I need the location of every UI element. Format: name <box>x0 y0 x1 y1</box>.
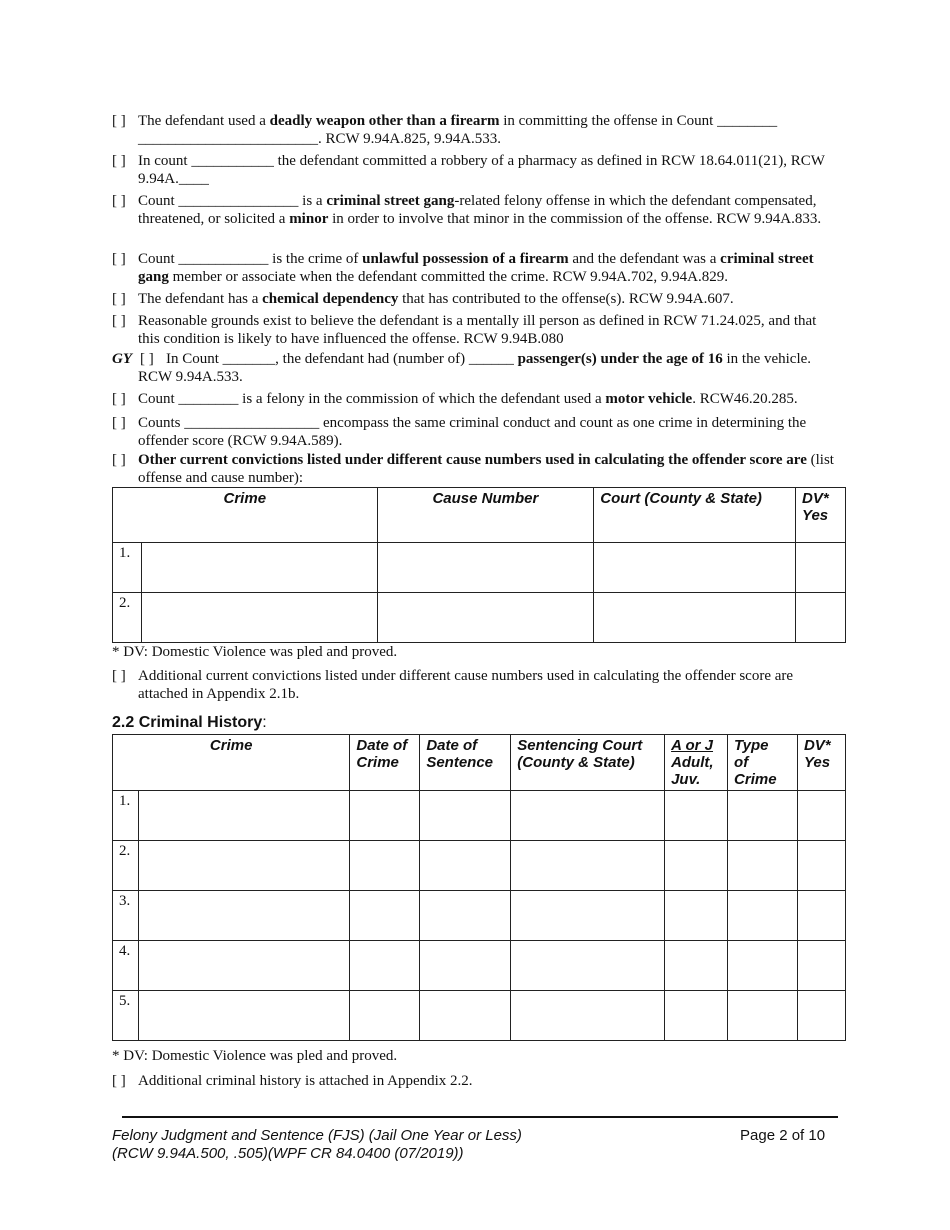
row-number: 3. <box>113 891 139 941</box>
dv-cell[interactable] <box>797 791 845 841</box>
court-cell[interactable] <box>594 543 796 593</box>
checkbox[interactable]: [ ] <box>112 415 126 431</box>
dv-cell[interactable] <box>797 841 845 891</box>
column-header-date-of-sentence: Date of Sentence <box>420 735 511 791</box>
date-of-crime-cell[interactable] <box>350 791 420 841</box>
sentencing-court-cell[interactable] <box>511 791 665 841</box>
sentencing-court-cell[interactable] <box>511 841 665 891</box>
type-cell[interactable] <box>728 991 798 1041</box>
dv-cell[interactable] <box>796 593 846 643</box>
finding-passengers-under-16: GY [ ] In Count _______, the defendant had (number of) ______ passenger(s) under the age of 16 in the vehicle. RCW 9.94A.533. <box>112 351 812 385</box>
dv-footnote: * DV: Domestic Violence was pled and proved. <box>112 644 398 660</box>
appendix-2-1b-option: [ ] Additional current convictions listed under different cause numbers used in calculating the offender score are attached in Appendix 2.1b. <box>112 668 794 702</box>
crime-cell[interactable] <box>138 841 349 891</box>
crime-cell[interactable] <box>141 593 377 643</box>
dv-footnote: * DV: Domestic Violence was pled and proved. <box>112 1048 398 1064</box>
section-heading-criminal-history: 2.2 Criminal History: <box>112 714 267 731</box>
finding-street-gang-minor: [ ] Count ________________ is a criminal street gang-related felony offense in which the defendant compensated, threatened, or solicited a minor in order to involve that minor in the commission of the offense. RCW 9.94A.833. <box>112 193 822 227</box>
column-header-sentencing-court: Sentencing Court (County & State) <box>511 735 665 791</box>
column-header-dv: DV* Yes <box>796 488 846 543</box>
date-of-crime-cell[interactable] <box>350 841 420 891</box>
gy-mark: GY <box>112 351 132 367</box>
court-cell[interactable] <box>594 593 796 643</box>
column-header-adult-juv: A or J Adult, Juv. <box>665 735 728 791</box>
type-cell[interactable] <box>728 791 798 841</box>
crime-cell[interactable] <box>141 543 377 593</box>
cause-cell[interactable] <box>377 593 594 643</box>
type-cell[interactable] <box>728 891 798 941</box>
type-cell[interactable] <box>728 941 798 991</box>
criminal-history-table <box>112 734 846 1041</box>
table-row <box>113 841 846 891</box>
sentencing-court-cell[interactable] <box>511 891 665 941</box>
table-row <box>113 593 846 643</box>
checkbox[interactable]: [ ] <box>112 452 126 468</box>
table-row <box>113 791 846 841</box>
adult-juv-cell[interactable] <box>665 991 728 1041</box>
dv-cell[interactable] <box>797 991 845 1041</box>
adult-juv-cell[interactable] <box>665 791 728 841</box>
footer-divider <box>122 1116 838 1118</box>
row-number: 2. <box>113 841 139 891</box>
row-number: 2. <box>113 593 142 643</box>
checkbox[interactable]: [ ] <box>140 351 154 367</box>
sentencing-court-cell[interactable] <box>511 941 665 991</box>
finding-chemical-dependency: [ ] The defendant has a chemical dependency that has contributed to the offense(s). RCW 9.94A.607. <box>112 291 734 307</box>
finding-deadly-weapon: [ ] The defendant used a deadly weapon other than a firearm in committing the offense in Count ________ ________________________. RCW 9.94A.825, 9.94A.533. <box>112 113 778 147</box>
adult-juv-cell[interactable] <box>665 891 728 941</box>
date-of-crime-cell[interactable] <box>350 891 420 941</box>
row-number: 1. <box>113 543 142 593</box>
table-header-row <box>113 735 846 791</box>
column-header-cause-number: Cause Number <box>377 488 594 543</box>
row-number: 4. <box>113 941 139 991</box>
date-of-sentence-cell[interactable] <box>420 991 511 1041</box>
footer-form-title: Felony Judgment and Sentence (FJS) (Jail One Year or Less) (RCW 9.94A.500, .505)(WPF CR 84.0400 (07/2019)) <box>112 1127 522 1162</box>
checkbox[interactable]: [ ] <box>112 193 126 209</box>
date-of-sentence-cell[interactable] <box>420 791 511 841</box>
checkbox[interactable]: [ ] <box>112 1073 126 1089</box>
finding-motor-vehicle: [ ] Count ________ is a felony in the commission of which the defendant used a motor vehicle. RCW46.20.285. <box>112 391 798 407</box>
sentencing-court-cell[interactable] <box>511 991 665 1041</box>
date-of-sentence-cell[interactable] <box>420 891 511 941</box>
finding-pharmacy-robbery: [ ] In count ___________ the defendant committed a robbery of a pharmacy as defined in RCW 18.64.011(21), RCW 9.94A.____ <box>112 153 825 187</box>
crime-cell[interactable] <box>138 791 349 841</box>
date-of-crime-cell[interactable] <box>350 991 420 1041</box>
adult-juv-cell[interactable] <box>665 841 728 891</box>
date-of-sentence-cell[interactable] <box>420 841 511 891</box>
type-cell[interactable] <box>728 841 798 891</box>
checkbox[interactable]: [ ] <box>112 251 126 267</box>
crime-cell[interactable] <box>138 891 349 941</box>
appendix-2-2-option: [ ] Additional criminal history is attached in Appendix 2.2. <box>112 1073 473 1089</box>
crime-cell[interactable] <box>138 941 349 991</box>
page-number: Page 2 of 10 <box>740 1127 826 1144</box>
checkbox[interactable]: [ ] <box>112 113 126 129</box>
column-header-dv: DV* Yes <box>797 735 845 791</box>
table-header-row <box>113 488 846 543</box>
cause-cell[interactable] <box>377 543 594 593</box>
table-row <box>113 991 846 1041</box>
dv-cell[interactable] <box>797 891 845 941</box>
checkbox[interactable]: [ ] <box>112 313 126 329</box>
table-row <box>113 941 846 991</box>
finding-mental-illness: [ ] Reasonable grounds exist to believe the defendant is a mentally ill person as defined in RCW 71.24.025, and that this condition is likely to have influenced the offense. RCW 9.94B.080 <box>112 313 817 347</box>
dv-cell[interactable] <box>796 543 846 593</box>
row-number: 1. <box>113 791 139 841</box>
table-row <box>113 543 846 593</box>
crime-cell[interactable] <box>138 991 349 1041</box>
finding-other-current-convictions: [ ] Other current convictions listed under different cause numbers used in calculating the offender score are (list offense and cause number): <box>112 452 834 486</box>
finding-same-criminal-conduct: [ ] Counts __________________ encompass the same criminal conduct and count as one crime in determining the offender score (RCW 9.94A.589). <box>112 415 807 449</box>
date-of-sentence-cell[interactable] <box>420 941 511 991</box>
checkbox[interactable]: [ ] <box>112 153 126 169</box>
column-header-court: Court (County & State) <box>594 488 796 543</box>
date-of-crime-cell[interactable] <box>350 941 420 991</box>
column-header-type-of-crime: Type of Crime <box>728 735 798 791</box>
table-row <box>113 891 846 941</box>
row-number: 5. <box>113 991 139 1041</box>
checkbox[interactable]: [ ] <box>112 391 126 407</box>
column-header-date-of-crime: Date of Crime <box>350 735 420 791</box>
finding-unlawful-firearm-gang: [ ] Count ____________ is the crime of unlawful possession of a firearm and the defendant was a criminal street gang member or associate when the defendant committed the crime. RCW 9.94A.702, 9.94A.829. <box>112 251 814 285</box>
checkbox[interactable]: [ ] <box>112 668 126 684</box>
column-header-crime: Crime <box>113 488 378 543</box>
current-convictions-table <box>112 487 846 643</box>
dv-cell[interactable] <box>797 941 845 991</box>
checkbox[interactable]: [ ] <box>112 291 126 307</box>
adult-juv-cell[interactable] <box>665 941 728 991</box>
column-header-crime: Crime <box>113 735 350 791</box>
